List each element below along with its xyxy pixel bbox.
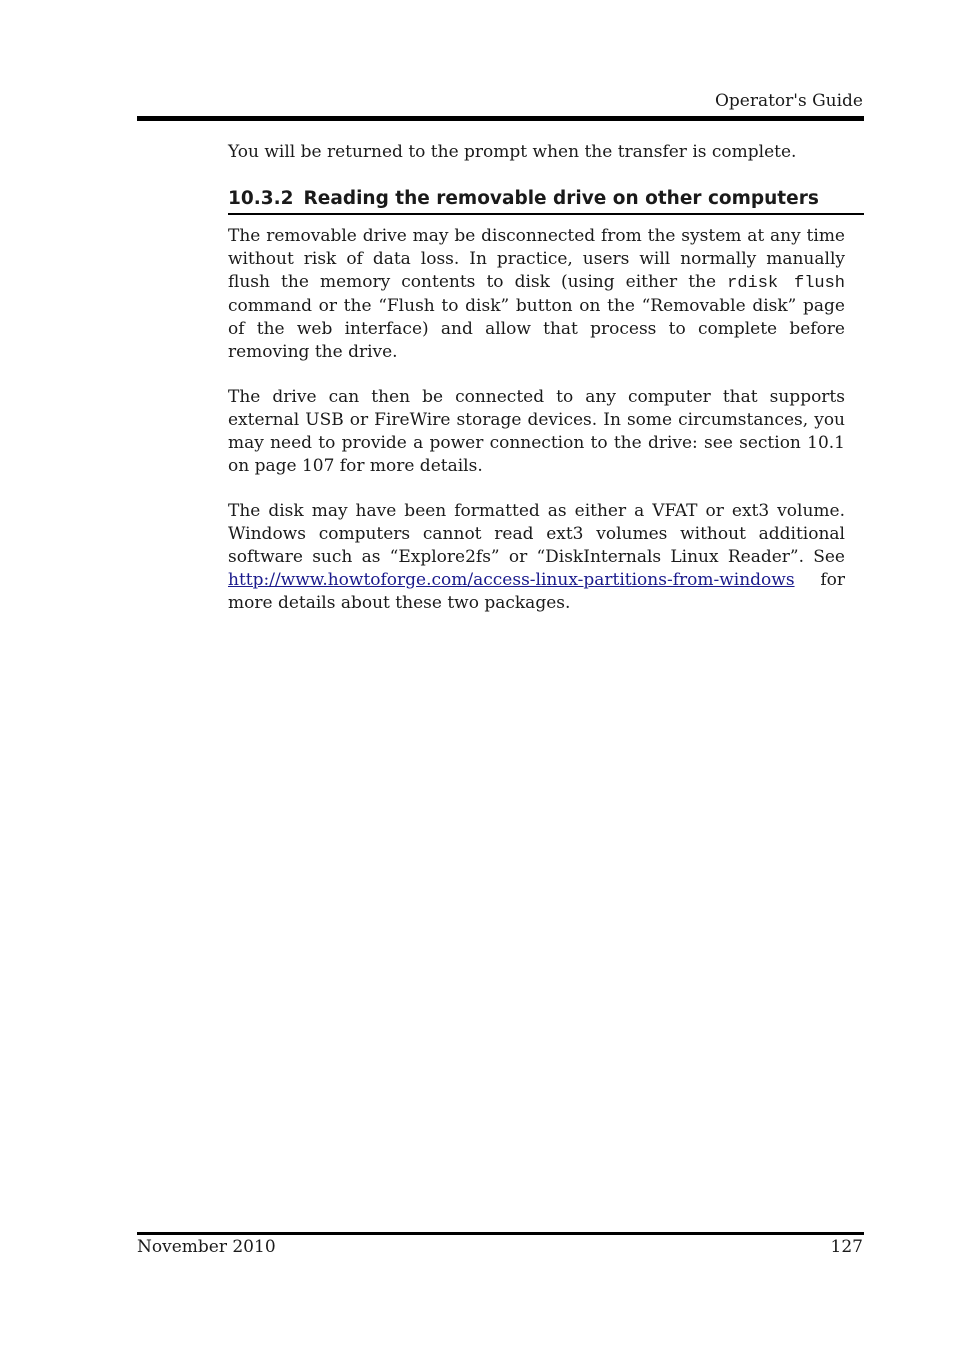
section-title: Reading the removable drive on other computers — [303, 188, 819, 209]
rdisk-flush-command: rdisk flush — [727, 274, 846, 293]
paragraph-disconnect — [228, 225, 845, 364]
section-number: 10.3.2 — [228, 188, 294, 209]
paragraph-disconnect-text-end: command or the “Flush to disk” button on the “Removable disk” page of the web interface) and allow that process to complete before removing the drive. — [228, 296, 845, 362]
footer-rule — [137, 1232, 864, 1235]
page-content — [228, 141, 845, 615]
section-heading — [228, 186, 864, 215]
paragraph-format-text: The disk may have been formatted as either a VFAT or ext3 volume. Windows computers cannot read ext3 volumes without additional software such as “Explore2fs” or “DiskInternals Linux Reader”. See — [228, 501, 845, 567]
howtoforge-link[interactable]: http://www.howtoforge.com/access-linux-partitions-from-windows — [228, 570, 795, 590]
paragraph-connect: The drive can then be connected to any computer that supports external USB or FireWire storage devices. In some circumstances, you may need to provide a power connection to the drive: see section 10.1 on page 107 for more details. — [228, 387, 845, 476]
intro-paragraph: You will be returned to the prompt when the transfer is complete. — [228, 142, 797, 162]
paragraph-format — [228, 500, 845, 615]
running-header-title: Operator's Guide — [714, 91, 863, 111]
footer-date: November 2010 — [137, 1237, 276, 1257]
paragraph-disconnect-text: The removable drive may be disconnected from the system at any time without risk of data loss. In practice, users will normally manually flush the memory contents to disk (using either the — [228, 226, 845, 292]
header-rule — [137, 116, 864, 121]
page-number: 127 — [830, 1237, 863, 1257]
paragraph-format-text-end: for more details about these two packages. — [228, 570, 845, 613]
section-body — [228, 225, 845, 615]
